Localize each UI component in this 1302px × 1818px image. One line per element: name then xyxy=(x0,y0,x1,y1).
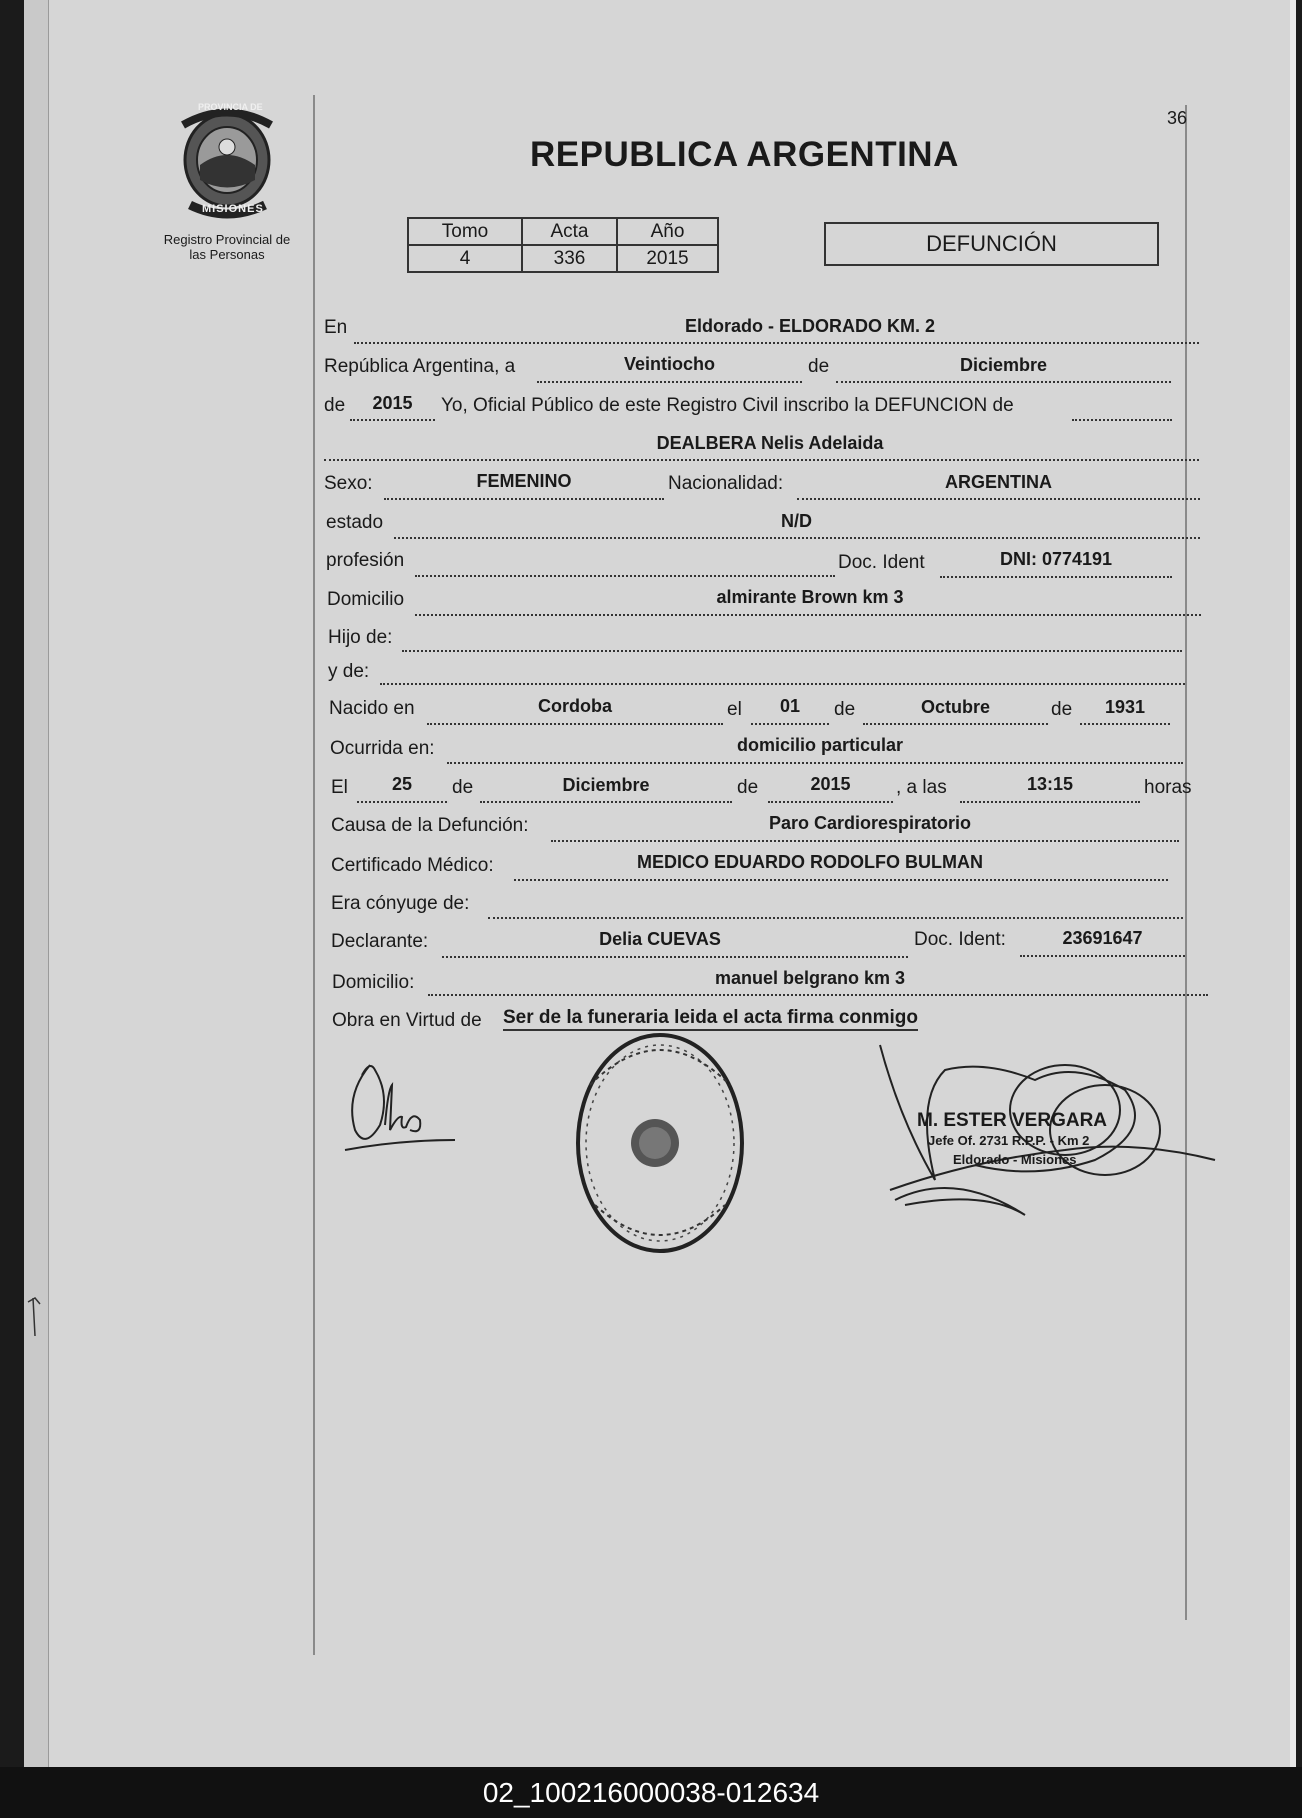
crest-bottom-text: MISIONES xyxy=(202,203,264,215)
de-label-5: de xyxy=(452,777,474,798)
page-number: 36 xyxy=(1167,108,1188,128)
page-title: REPUBLICA ARGENTINA xyxy=(530,135,959,174)
doc-ident-label: Doc. Ident xyxy=(838,552,925,573)
estado-line xyxy=(394,537,1200,539)
republica-label: República Argentina, a xyxy=(324,356,516,377)
nacido-label: Nacido en xyxy=(329,698,415,719)
doc-ident-value: DNI: 0774191 xyxy=(999,549,1113,569)
conyuge-line xyxy=(488,917,1183,919)
registry-caption xyxy=(152,232,302,262)
death-year-value: 2015 xyxy=(810,774,851,794)
profesion-label: profesión xyxy=(326,550,405,571)
day-words-value: Veintiocho xyxy=(623,354,715,374)
book-binding-edge xyxy=(24,0,49,1767)
estado-label: estado xyxy=(326,512,384,533)
hijo-label: Hijo de: xyxy=(328,627,393,648)
domicilio-line xyxy=(415,614,1201,616)
registry-caption-line-2: las Personas xyxy=(189,247,265,262)
deceased-name-line xyxy=(324,459,1199,461)
nacido-place-value: Cordoba xyxy=(538,696,612,716)
official-seal-icon xyxy=(570,1025,750,1260)
en-value: Eldorado - ELDORADO KM. 2 xyxy=(684,316,935,336)
en-line xyxy=(354,342,1199,344)
el-label-1: el xyxy=(727,699,742,720)
birth-day-line xyxy=(751,723,829,725)
de-label-3: de xyxy=(834,699,856,720)
year-value: 2015 xyxy=(372,393,413,413)
birth-month-value: Octubre xyxy=(920,697,990,717)
death-month-value: Diciembre xyxy=(562,775,650,795)
hijo-line xyxy=(402,650,1182,652)
month-value: Diciembre xyxy=(959,355,1048,375)
doc-ident2-label: Doc. Ident: xyxy=(914,929,1006,950)
tomo-header: Tomo xyxy=(408,218,522,245)
estado-value: N/D xyxy=(781,511,812,531)
en-label: En xyxy=(324,317,348,338)
sexo-label: Sexo: xyxy=(324,473,373,494)
nacionalidad-value: ARGENTINA xyxy=(945,472,1052,492)
margin-mark-icon xyxy=(28,1298,42,1338)
document-type-box: DEFUNCIÓN xyxy=(824,222,1159,266)
ocurrida-line xyxy=(447,762,1183,764)
birth-month-line xyxy=(863,723,1048,725)
death-time-value: 13:15 xyxy=(1026,774,1074,794)
nacido-place-line xyxy=(427,723,723,725)
declarant-signature-icon xyxy=(340,1055,460,1155)
profesion-line xyxy=(415,575,835,577)
yde-label: y de: xyxy=(328,661,370,682)
tomo-acta-table xyxy=(407,217,719,273)
doc-ident-line xyxy=(940,576,1172,578)
ocurrida-label: Ocurrida en: xyxy=(330,738,435,759)
de-label-4: de xyxy=(1051,699,1073,720)
death-month-line xyxy=(480,801,732,803)
certificado-value: MEDICO EDUARDO RODOLFO BULMAN xyxy=(637,852,983,872)
doc-ident2-value: 23691647 xyxy=(1062,928,1143,948)
de-label-6: de xyxy=(737,777,759,798)
de-label-2: de xyxy=(324,395,346,416)
sexo-line xyxy=(384,498,664,500)
birth-day-value: 01 xyxy=(779,696,801,716)
domicilio-label: Domicilio xyxy=(327,589,405,610)
de-label-1: de xyxy=(808,356,830,377)
page-edge xyxy=(1290,0,1296,1767)
causa-line xyxy=(551,840,1179,842)
alas-label: , a las xyxy=(896,777,947,798)
ocurrida-value: domicilio particular xyxy=(736,735,904,755)
certificado-label: Certificado Médico: xyxy=(331,855,494,876)
anio-header: Año xyxy=(617,218,718,245)
death-time-line xyxy=(960,801,1140,803)
right-margin-rule xyxy=(1185,105,1187,1620)
official-name: M. ESTER VERGARA xyxy=(917,1110,1108,1131)
year-line xyxy=(350,419,435,421)
declarante-line xyxy=(442,956,908,958)
tomo-value: 4 xyxy=(408,245,522,272)
domicilio2-value: manuel belgrano km 3 xyxy=(714,968,906,988)
domicilio2-label: Domicilio: xyxy=(332,972,415,993)
declarante-value: Delia CUEVAS xyxy=(599,929,721,949)
official-place: Eldorado - Misiones xyxy=(953,1152,1077,1167)
anio-value: 2015 xyxy=(617,245,718,272)
official-title: Jefe Of. 2731 R.P.P. - Km 2 xyxy=(928,1133,1090,1148)
deceased-name: DEALBERA Nelis Adelaida xyxy=(656,433,884,453)
inscribo-text: Yo, Oficial Público de este Registro Civil inscribo la DEFUNCION de xyxy=(441,395,1014,416)
birth-year-line xyxy=(1080,723,1170,725)
day-line xyxy=(537,381,802,383)
nacionalidad-label: Nacionalidad: xyxy=(668,473,784,494)
declarante-label: Declarante: xyxy=(331,931,429,952)
sexo-value: FEMENINO xyxy=(476,471,572,491)
acta-header: Acta xyxy=(522,218,617,245)
doc-ident2-line xyxy=(1020,955,1185,957)
death-year-line xyxy=(768,801,893,803)
domicilio-value: almirante Brown km 3 xyxy=(716,587,904,607)
El-label: El xyxy=(331,777,348,798)
death-day-value: 25 xyxy=(391,774,413,794)
death-day-line xyxy=(357,801,447,803)
obra-value: Ser de la funeraria leida el acta firma conmigo xyxy=(503,1007,918,1031)
left-margin-rule xyxy=(313,95,315,1655)
registry-caption-line-1: Registro Provincial de xyxy=(163,232,291,247)
yde-line xyxy=(380,683,1185,685)
acta-value: 336 xyxy=(522,245,617,272)
nacionalidad-line xyxy=(797,498,1200,500)
scan-id-footer: 02_100216000038-012634 xyxy=(0,1767,1302,1818)
crest-top-text: PROVINCIA DE xyxy=(198,102,263,112)
causa-label: Causa de la Defunción: xyxy=(331,815,529,836)
inscribo-line xyxy=(1072,419,1172,421)
domicilio2-line xyxy=(428,994,1208,996)
conyuge-label: Era cónyuge de: xyxy=(331,893,470,914)
horas-label: horas xyxy=(1144,777,1192,798)
causa-value: Paro Cardiorespiratorio xyxy=(768,813,972,833)
birth-year-value: 1931 xyxy=(1104,697,1146,717)
month-line xyxy=(836,381,1171,383)
obra-label: Obra en Virtud de xyxy=(332,1010,482,1031)
certificado-line xyxy=(514,879,1168,881)
